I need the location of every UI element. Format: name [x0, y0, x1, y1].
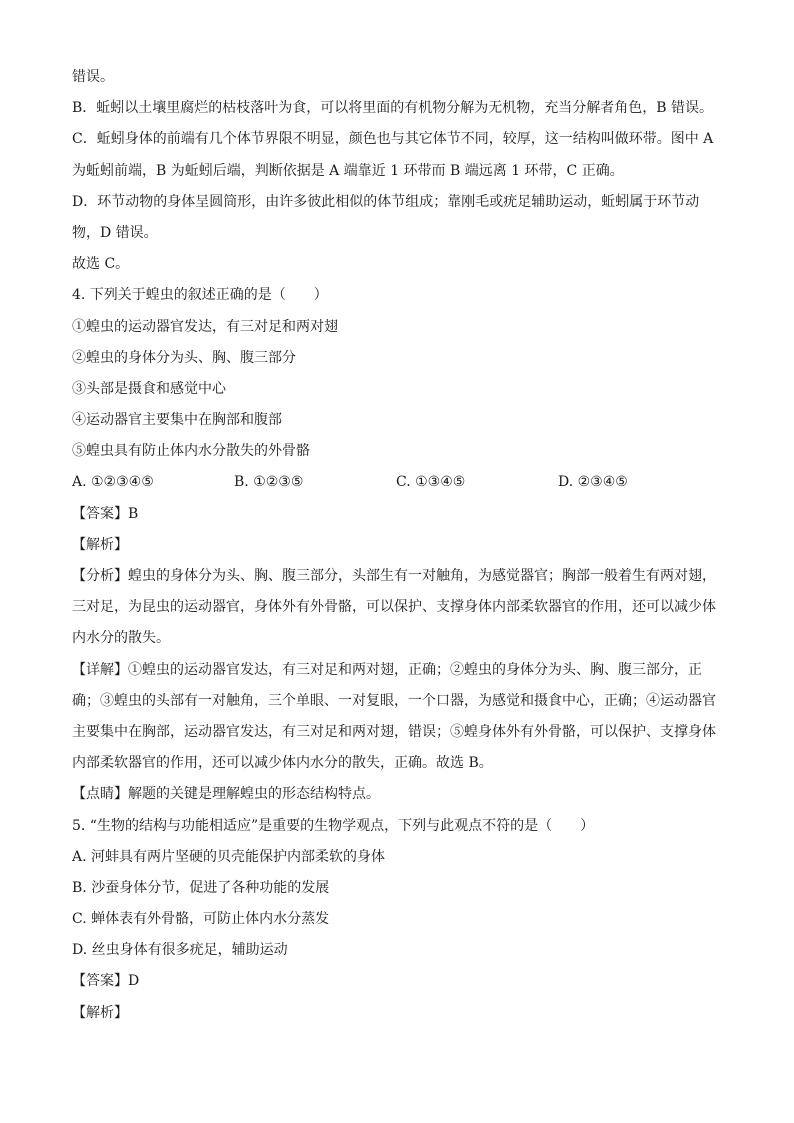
analysis-line-3: 内水分的散失。 [72, 630, 170, 647]
document-page [72, 62, 732, 1029]
option-b: B. ①②③⑤ [234, 474, 304, 491]
option-b-explanation: B．蚯蚓以土壤里腐烂的枯枝落叶为食，可以将里面的有机物分解为无机物，充当分解者角色，B 错误。 [72, 100, 714, 117]
q5-answer-line: 【答案】D [72, 973, 140, 990]
option-d-explanation: D．环节动物的身体呈圆筒形，由许多彼此相似的体节组成；靠刚毛或疣足辅助运动，蚯蚓属于环节动 [72, 193, 700, 210]
text-line: 错误。 [72, 69, 114, 85]
analysis-heading: 【解析】 [72, 536, 128, 553]
detail-line-4: 内部柔软器官的作用，还可以减少体内水分的散失，正确。故选 B。 [72, 755, 493, 772]
choice-conclusion: 故选 C。 [72, 256, 130, 273]
statement-2: ②蝗虫的身体分为头、胸、腹三部分 [72, 349, 296, 366]
q5-option-a: A. 河蚌具有两片坚硬的贝壳能保护内部柔软的身体 [72, 848, 386, 865]
statement-4: ④运动器官主要集中在胸部和腹部 [72, 412, 282, 429]
q5-analysis-heading: 【解析】 [72, 1004, 128, 1021]
answer-line: 【答案】B [72, 505, 139, 522]
option-d: D. ②③④⑤ [558, 474, 628, 491]
option-c-explanation-cont: 为蚯蚓前端，B 为蚯蚓后端，判断依据是 A 端靠近 1 环带而 B 端远离 1 环带，C 正确。 [72, 162, 624, 179]
option-c: C. ①③④⑤ [396, 474, 466, 491]
statement-1: ①蝗虫的运动器官发达，有三对足和两对翅 [72, 318, 338, 335]
question-5-stem: 5. “生物的结构与功能相适应”是重要的生物学观点，下列与此观点不符的是（ ） [72, 817, 595, 834]
analysis-line-2: 三对足，为昆虫的运动器官，身体外有外骨骼，可以保护、支撑身体内部柔软器官的作用，还可以减少体 [72, 599, 716, 616]
option-c-explanation: C．蚯蚓身体的前端有几个体节界限不明显，颜色也与其它体节不同，较厚，这一结构叫做环带。图中 A [72, 131, 714, 148]
key-point-line: 【点睛】解题的关键是理解蝗虫的形态结构特点。 [72, 786, 380, 803]
q5-option-d: D. 丝虫身体有很多疣足，辅助运动 [72, 942, 288, 959]
detail-line-1: 【详解】①蝗虫的运动器官发达，有三对足和两对翅，正确；②蝗虫的身体分为头、胸、腹三部分，正 [72, 661, 702, 678]
statement-3: ③头部是摄食和感觉中心 [72, 380, 226, 397]
analysis-line-1: 【分析】蝗虫的身体分为头、胸、腹三部分，头部生有一对触角，为感觉器官；胸部一般着生有两对翅， [72, 568, 716, 584]
detail-line-3: 主要集中在胸部，运动器官发达，有三对足和两对翅，错误；⑤蝗身体外有外骨骼，可以保护、支撑身体 [72, 723, 716, 740]
statement-5: ⑤蝗虫具有防止体内水分散失的外骨骼 [72, 443, 310, 460]
detail-line-2: 确；③蝗虫的头部有一对触角，三个单眼、一对复眼，一个口器，为感觉和摄食中心，正确；④运动器官 [72, 692, 716, 709]
option-d-explanation-cont: 物，D 错误。 [72, 224, 158, 241]
option-a: A. ①②③④⑤ [72, 474, 154, 491]
question-4-stem: 4. 下列关于蝗虫的叙述正确的是（ ） [72, 287, 328, 304]
q5-option-b: B. 沙蚕身体分节，促进了各种功能的发展 [72, 879, 330, 896]
question-4-options [72, 467, 732, 498]
q5-option-c: C. 蝉体表有外骨骼，可防止体内水分蒸发 [72, 911, 330, 928]
